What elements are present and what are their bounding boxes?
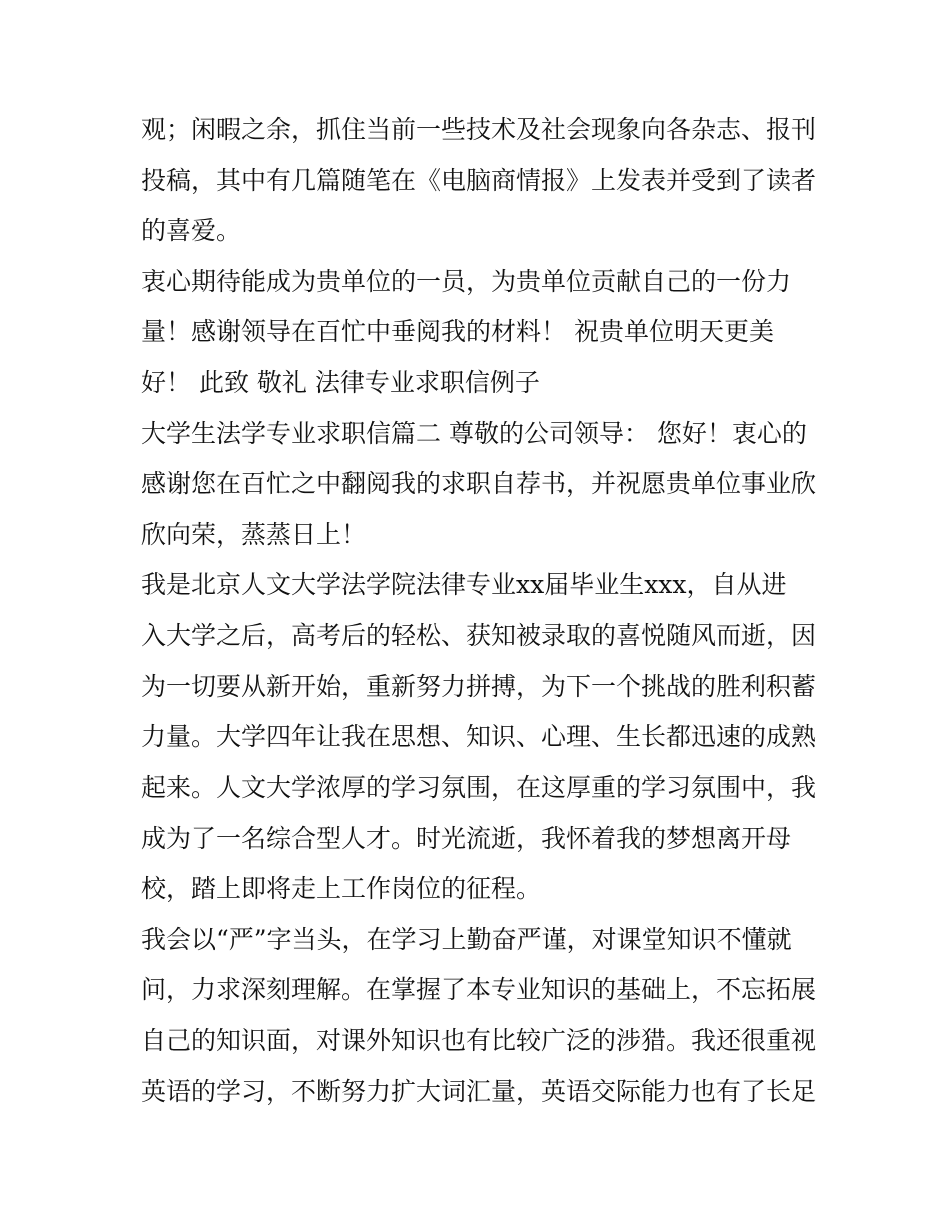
- text-line: 大学生法学专业求职信篇二 尊敬的公司领导： 您好！衷心的: [141, 419, 807, 448]
- text-line: 校，踏上即将走上工作岗位的征程。: [141, 874, 542, 903]
- text-line: 问，力求深刻理解。在掌握了本专业知识的基础上，不忘拓展: [141, 975, 817, 1004]
- text-line: 感谢您在百忙之中翻阅我的求职自荐书，并祝愿贵单位事业欣: [141, 469, 817, 498]
- text-line: 投稿，其中有几篇随笔在《电脑商情报》上发表并受到了读者: [141, 166, 817, 195]
- text-line: 衷心期待能成为贵单位的一员，为贵单位贡献自己的一份力: [141, 267, 792, 296]
- text-line: 入大学之后，高考后的轻松、获知被录取的喜悦随风而逝，因: [141, 621, 817, 650]
- text-line: 成为了一名综合型人才。时光流逝，我怀着我的梦想离开母: [141, 824, 792, 853]
- text-line: 力量。大学四年让我在思想、知识、心理、生长都迅速的成熟: [141, 722, 817, 751]
- text-line: 我会以“严”字当头，在学习上勤奋严谨，对课堂知识不懂就: [141, 925, 792, 954]
- text-line: 我是北京人文大学法学院法律专业xx届毕业生xxx，自从进: [141, 570, 787, 599]
- text-line: 自己的知识面，对课外知识也有比较广泛的涉猎。我还很重视: [141, 1026, 817, 1055]
- text-line: 为一切要从新开始，重新努力拼搏，为下一个挑战的胜利积蓄: [141, 672, 817, 701]
- text-line: 英语的学习，不断努力扩大词汇量，英语交际能力也有了长足: [141, 1077, 817, 1106]
- text-line: 好！ 此致 敬礼 法律专业求职信例子: [141, 368, 540, 397]
- text-line: 量！感谢领导在百忙中垂阅我的材料！ 祝贵单位明天更美: [141, 317, 774, 346]
- text-line: 欣向荣，蒸蒸日上！: [141, 520, 367, 549]
- text-line: 的喜爱。: [141, 216, 242, 245]
- text-line: 观；闲暇之余，抓住当前一些技术及社会现象向各杂志、报刊: [141, 115, 817, 144]
- text-line: 起来。人文大学浓厚的学习氛围，在这厚重的学习氛围中，我: [141, 773, 817, 802]
